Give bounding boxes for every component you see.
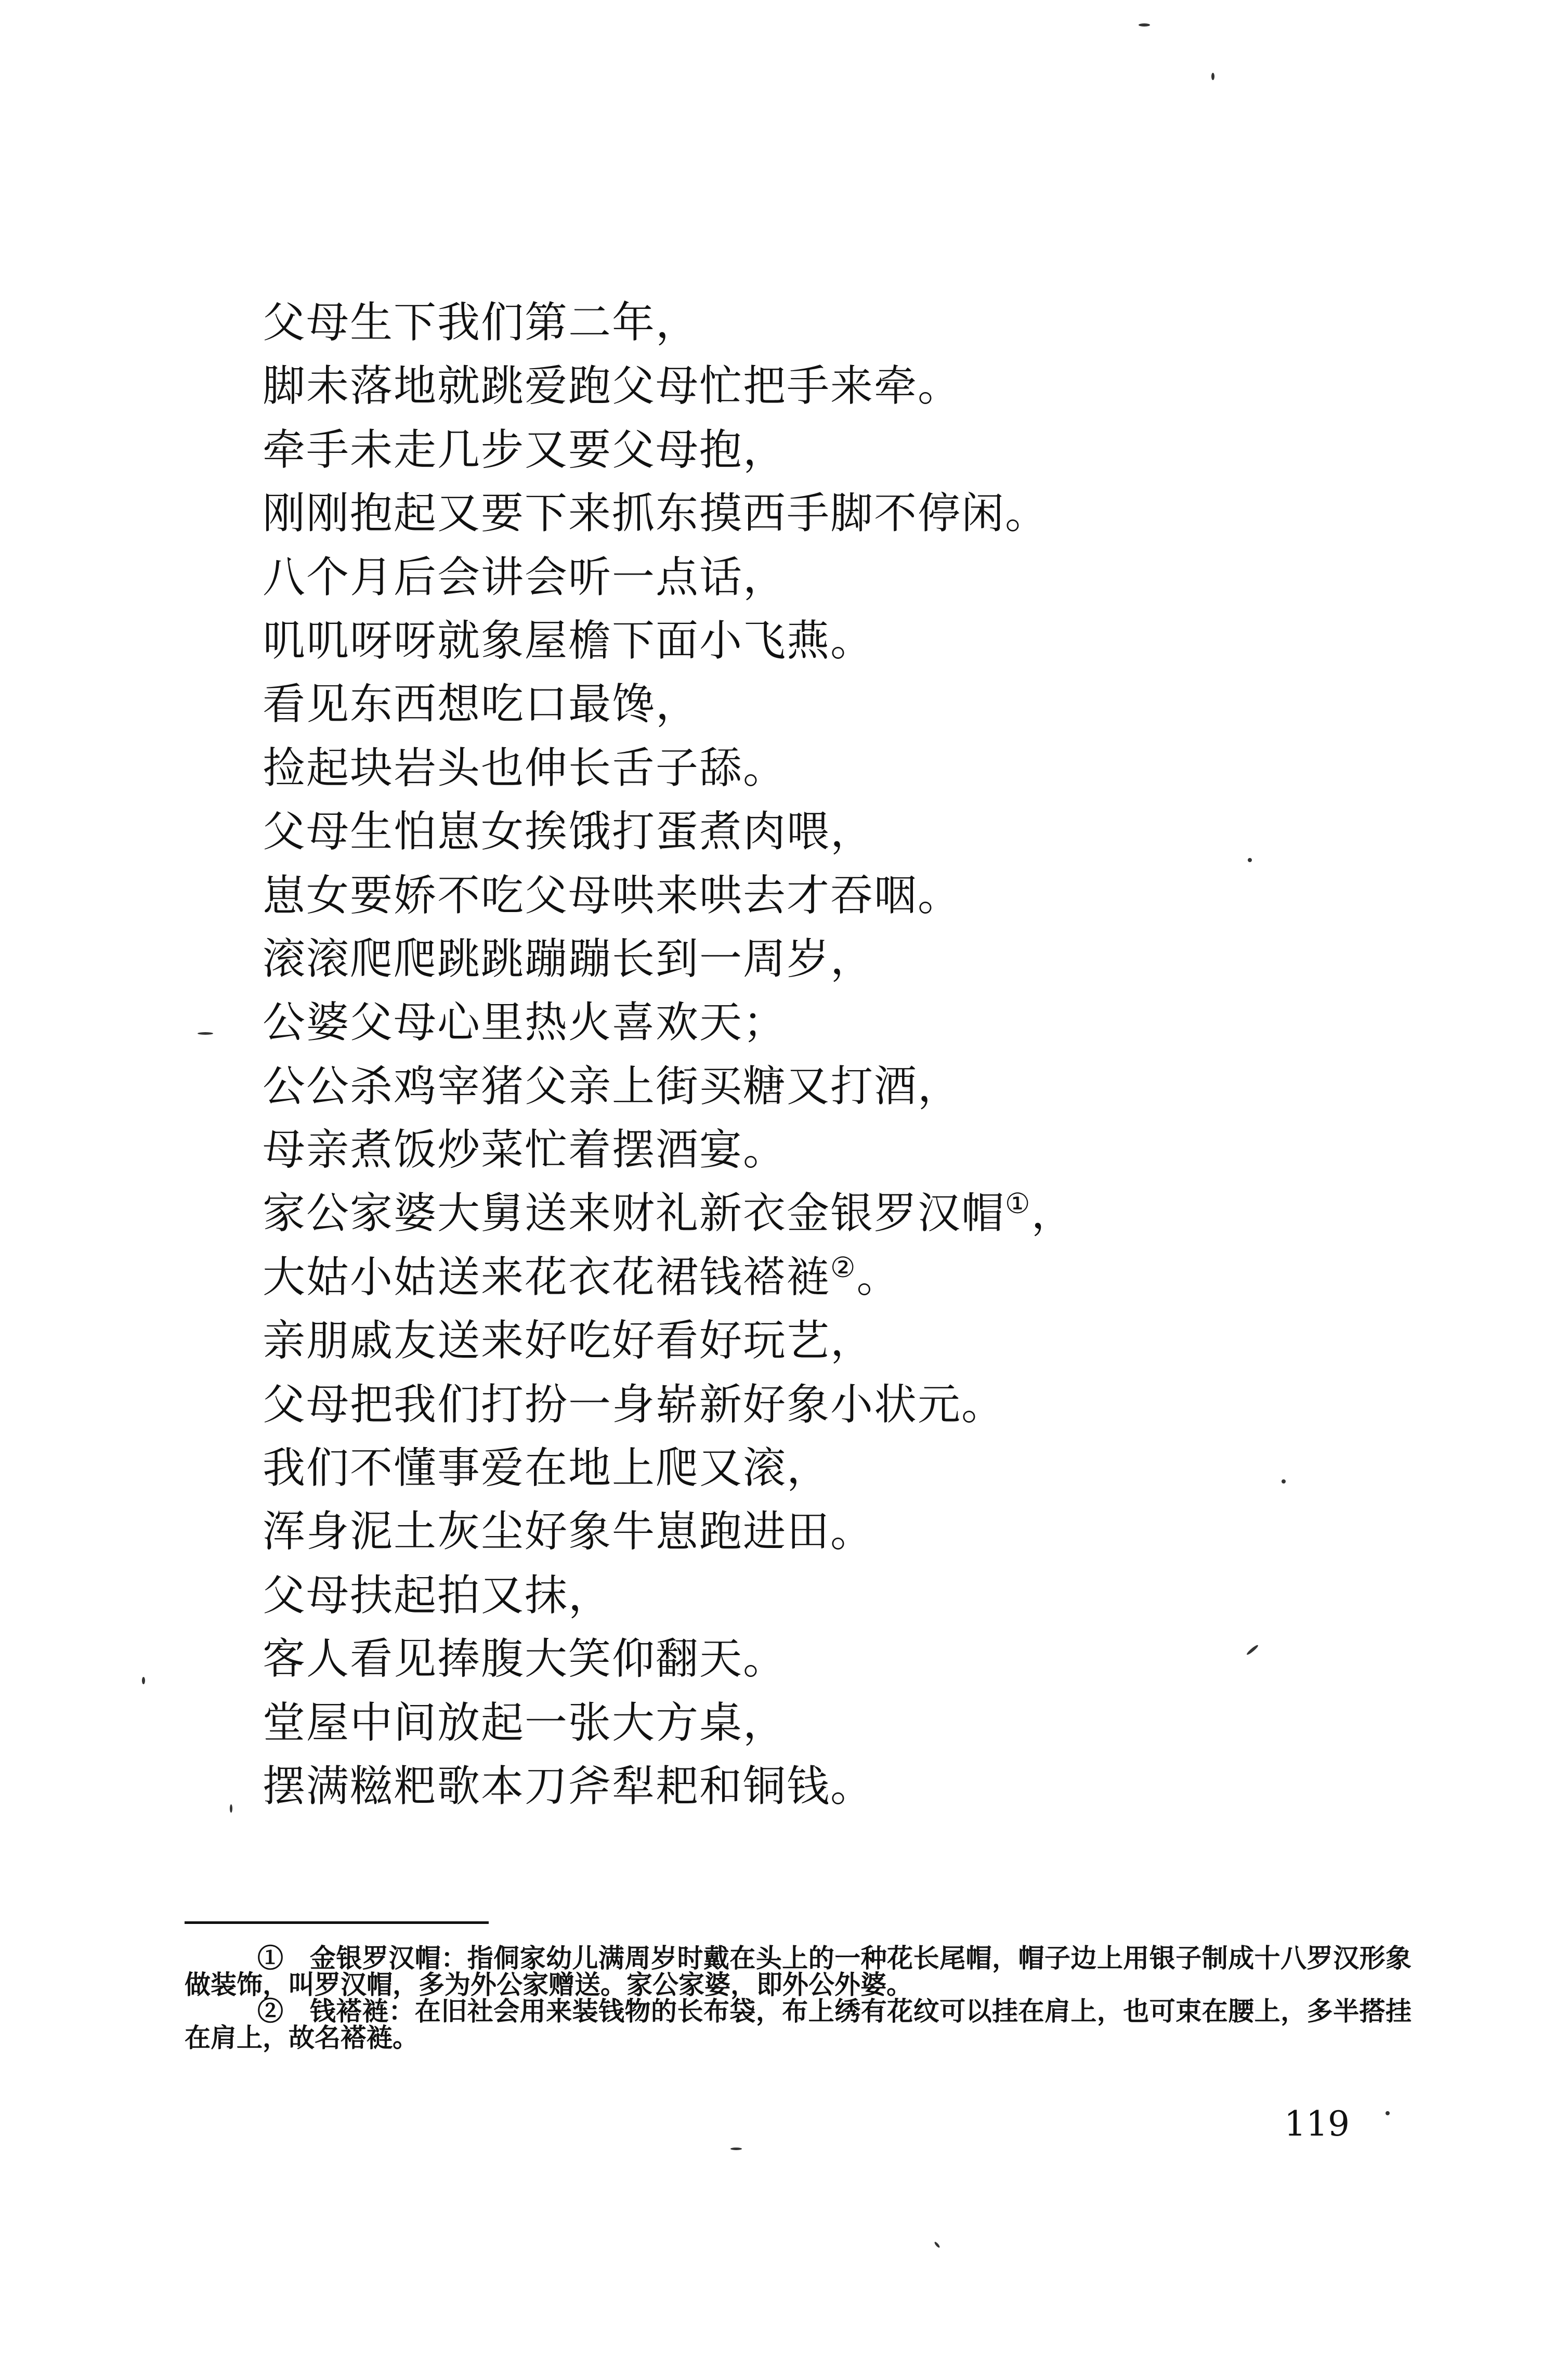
scan-speck — [1248, 858, 1252, 862]
poem-line: 客人看见捧腹大笑仰翻天。 — [263, 1634, 787, 1684]
poem-body — [263, 291, 1406, 1818]
poem-line: 父母把我们打扮一身崭新好象小状元。 — [263, 1380, 1005, 1429]
poem-line: 父母生怕崽女挨饿打蛋煮肉喂， — [263, 807, 874, 857]
poem-line-text: 大姑小姑送来花衣花裙钱褡裢 — [263, 1252, 831, 1302]
poem-line-punctuation: 。 — [856, 1252, 900, 1302]
footnote-divider — [185, 1921, 489, 1924]
poem-line: 堂屋中间放起一张大方桌， — [263, 1698, 787, 1748]
poem-line: 父母扶起拍又抹， — [263, 1570, 612, 1620]
poem-line: 我们不懂事爱在地上爬又滚， — [263, 1443, 831, 1493]
poem-line-text: 家公家婆大舅送来财礼新衣金银罗汉帽 — [263, 1189, 1005, 1239]
scan-speck — [1282, 1479, 1286, 1484]
poem-line: 滚滚爬爬跳跳蹦蹦长到一周岁， — [263, 934, 874, 984]
poem-line: 叽叽呀呀就象屋檐下面小飞燕。 — [263, 616, 874, 666]
poem-line: 牵手未走几步又要父母抱， — [263, 425, 787, 475]
poem-line: 亲朋戚友送来好吃好看好玩艺， — [263, 1316, 874, 1366]
footnote-marker-2[interactable]: ② — [830, 1251, 857, 1284]
page-number: 119 — [1284, 2104, 1350, 2144]
poem-line: 公公杀鸡宰猪父亲上街买糖又打酒， — [263, 1061, 962, 1111]
scan-speck — [230, 1804, 232, 1813]
poem-line: 八个月后会讲会听一点话， — [263, 552, 787, 602]
footnote-2: ② 钱褡裢：在旧社会用来装钱物的长布袋，布上绣有花纹可以挂在肩上，也可束在腰上，多半搭挂在肩上，故名褡裢。 — [185, 1996, 1412, 2053]
poem-line: 看见东西想吃口最馋， — [263, 680, 700, 730]
poem-line: 捡起块岩头也伸长舌子舔。 — [263, 743, 787, 793]
poem-line-with-footnote-1 — [263, 1182, 1406, 1245]
poem-line-punctuation: ， — [1031, 1189, 1075, 1239]
poem-line: 母亲煮饭炒菜忙着摆酒宴。 — [263, 1125, 787, 1175]
poem-line-with-footnote-2 — [263, 1246, 1406, 1309]
scan-speck — [1211, 73, 1214, 80]
poem-line: 浑身泥土灰尘好象牛崽跑进田。 — [263, 1507, 874, 1557]
scan-speck — [1139, 23, 1150, 27]
footnote-1: ① 金银罗汉帽：指侗家幼儿满周岁时戴在头上的一种花长尾帽，帽子边上用银子制成十八罗汉形象做装饰，叫罗汉帽，多为外公家赠送。家公家婆，即外公外婆。 — [185, 1943, 1412, 2000]
scan-speck — [730, 2148, 742, 2150]
poem-line: 父母生下我们第二年， — [263, 298, 700, 347]
footnote-marker-1[interactable]: ① — [1005, 1187, 1031, 1220]
scan-speck — [934, 2241, 940, 2248]
poem-line: 脚未落地就跳爱跑父母忙把手来牵。 — [263, 361, 962, 411]
scan-speck — [142, 1677, 145, 1684]
poem-line: 公婆父母心里热火喜欢天； — [263, 998, 787, 1048]
poem-line: 摆满糍粑歌本刀斧犁耙和铜钱。 — [263, 1761, 874, 1811]
poem-line: 刚刚抱起又要下来抓东摸西手脚不停闲。 — [263, 489, 1049, 539]
scan-speck — [198, 1032, 213, 1035]
scan-speck — [1386, 2111, 1390, 2115]
footnotes — [185, 1945, 1412, 2051]
poem-line: 崽女要娇不吃父母哄来哄去才吞咽。 — [263, 870, 962, 920]
